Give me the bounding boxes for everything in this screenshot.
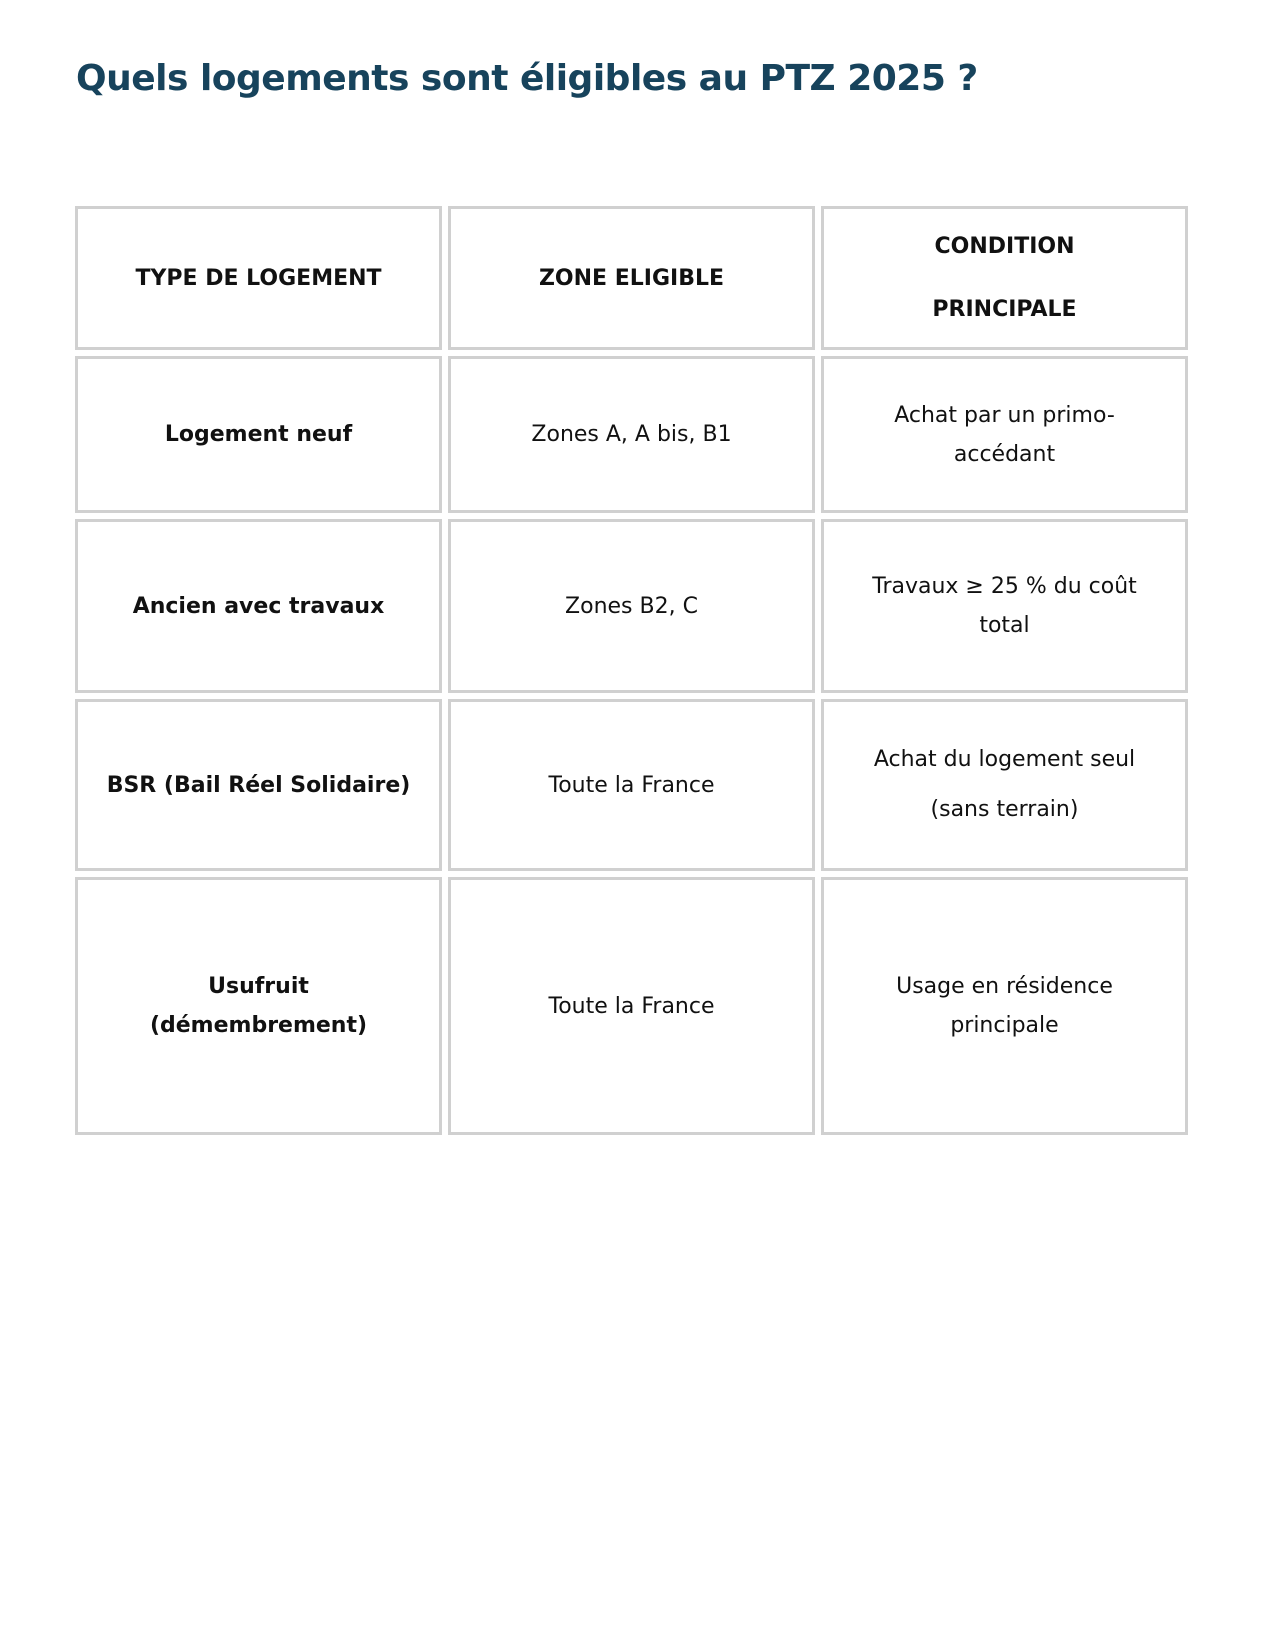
cell-zone: Toute la France (448, 877, 815, 1135)
cell-type: Usufruit (démembrement) (75, 877, 442, 1135)
cell-type: BSR (Bail Réel Solidaire) (75, 699, 442, 871)
table-row (75, 356, 1188, 513)
table-row (75, 699, 1188, 871)
cell-zone: Zones A, A bis, B1 (448, 356, 815, 513)
cell-type: Ancien avec travaux (75, 519, 442, 693)
page-title: Quels logements sont éligibles au PTZ 2025 ? (76, 58, 978, 99)
cell-condition: Travaux ≥ 25 % du coût total (821, 519, 1188, 693)
cell-zone: Zones B2, C (448, 519, 815, 693)
eligibility-table (69, 200, 1194, 1141)
table-row (75, 877, 1188, 1135)
cell-zone: Toute la France (448, 699, 815, 871)
table-row (75, 519, 1188, 693)
cell-condition: Achat du logement seul (sans terrain) (821, 699, 1188, 871)
cell-type: Logement neuf (75, 356, 442, 513)
cell-condition: Usage en résidence principale (821, 877, 1188, 1135)
header-zone: ZONE ELIGIBLE (448, 206, 815, 350)
cell-condition: Achat par un primo-accédant (821, 356, 1188, 513)
header-condition: CONDITION PRINCIPALE (821, 206, 1188, 350)
header-type: TYPE DE LOGEMENT (75, 206, 442, 350)
table-header-row (75, 206, 1188, 350)
